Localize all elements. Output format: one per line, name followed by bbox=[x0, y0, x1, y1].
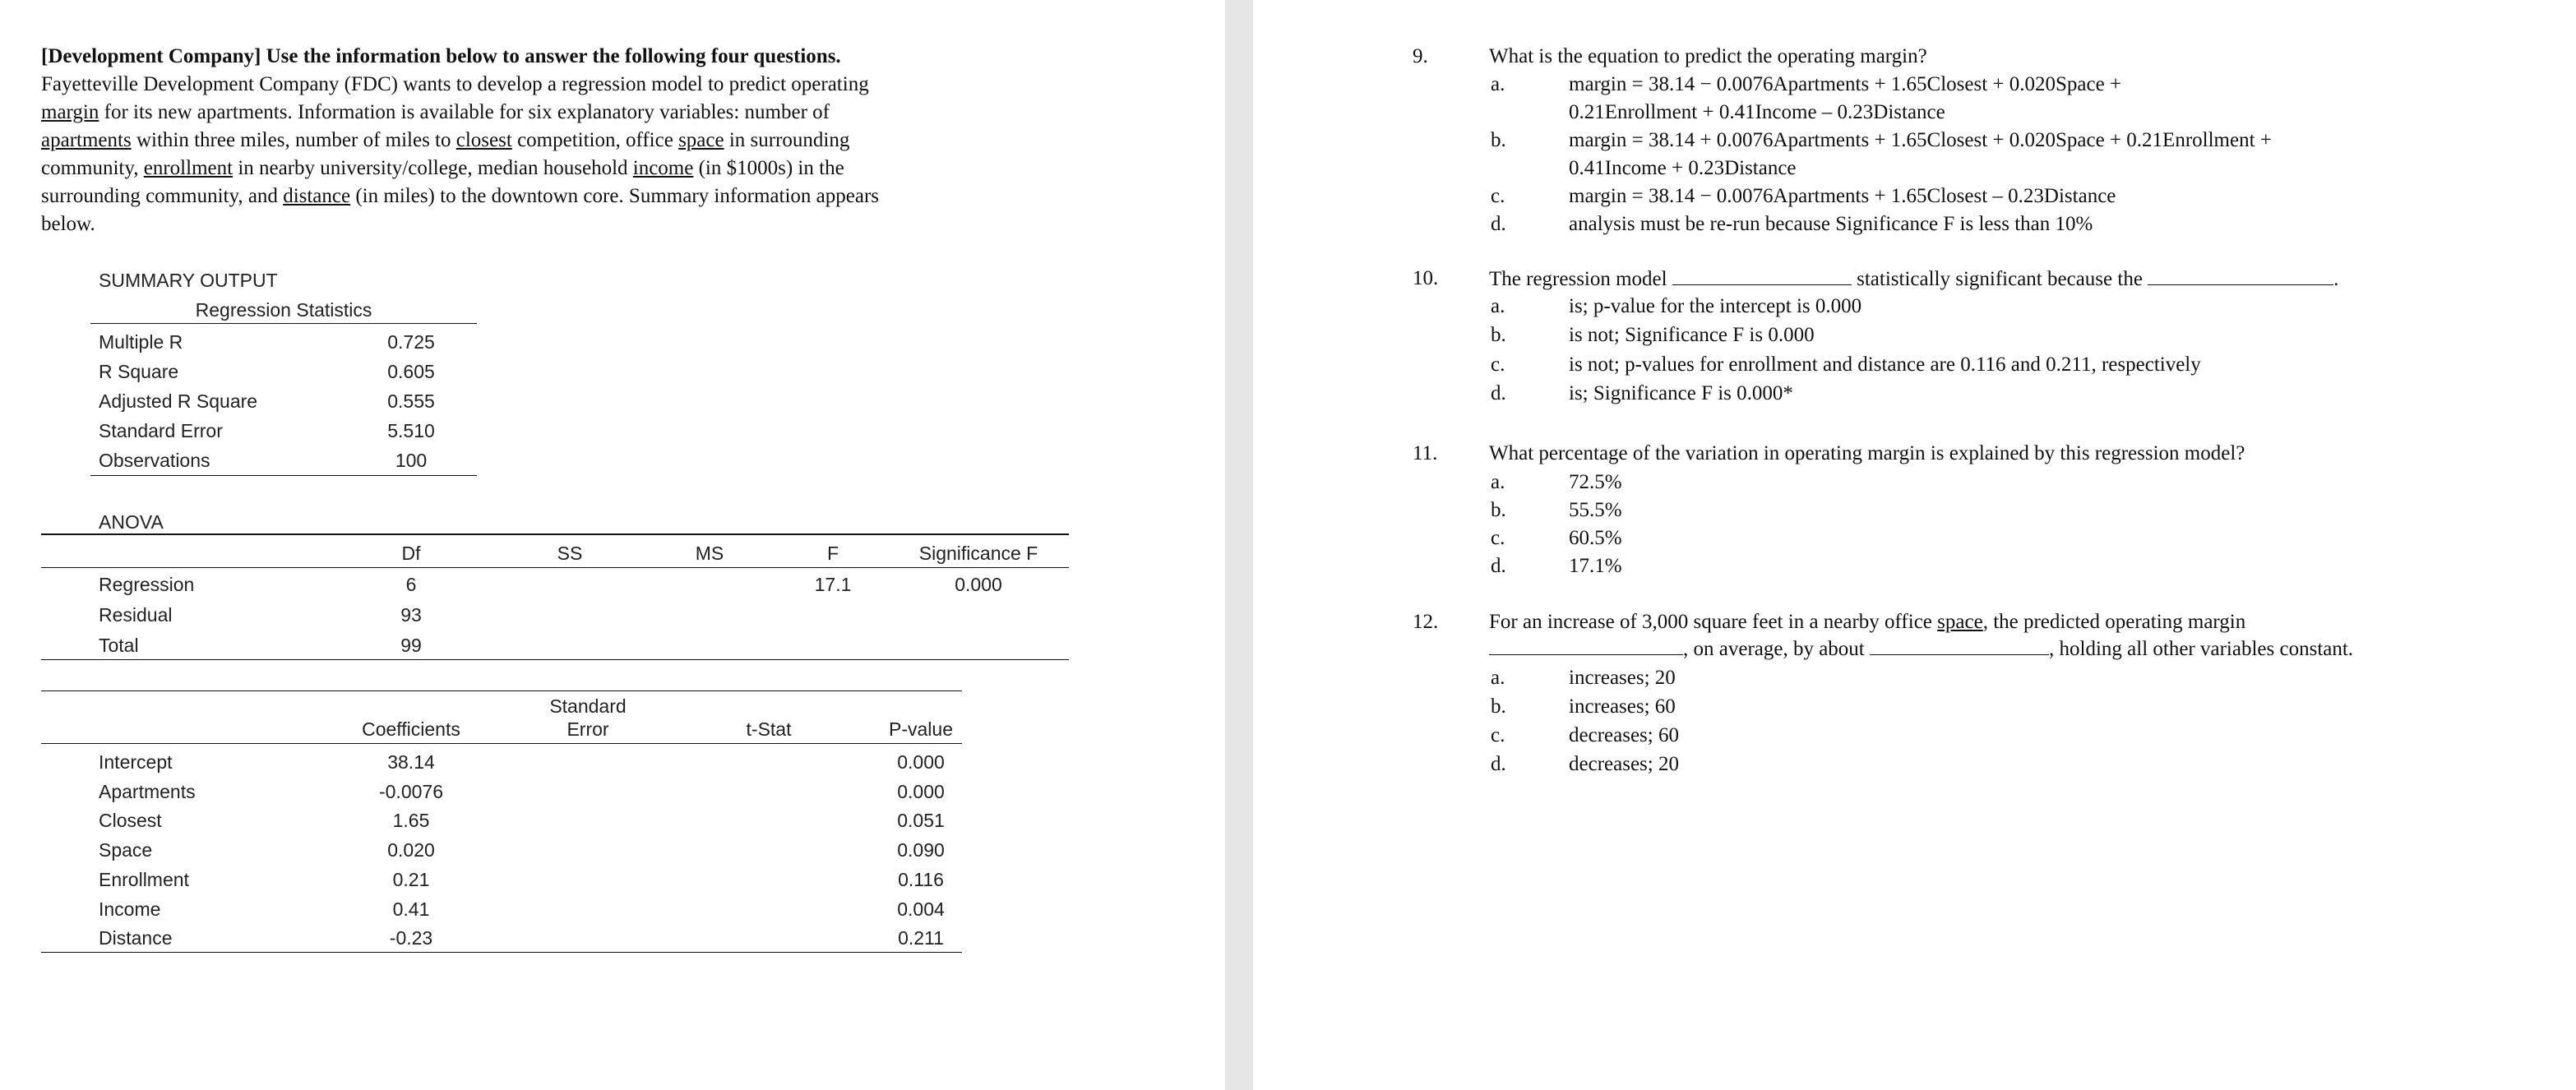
coef-pvalue: 0.090 bbox=[897, 839, 945, 861]
coef-value: 0.020 bbox=[387, 839, 435, 861]
regstats-label: R Square bbox=[99, 361, 179, 382]
option-letter: d. bbox=[1491, 555, 1506, 577]
option-letter: a. bbox=[1491, 295, 1505, 317]
option-text bbox=[1569, 552, 1622, 580]
option-line: 60.5% bbox=[1569, 527, 1622, 549]
intro-text: within three miles, number of miles to bbox=[131, 129, 456, 151]
anova-df: 6 bbox=[405, 574, 417, 595]
answer-blank bbox=[1672, 265, 1852, 285]
anova-sigf: 0.000 bbox=[955, 574, 1002, 595]
answer-blank bbox=[2148, 265, 2333, 285]
option-line: 0.41Income + 0.23Distance bbox=[1569, 157, 1797, 179]
coef-bottom-rule bbox=[41, 952, 962, 953]
coef-header-se-line1: Standard bbox=[549, 695, 627, 717]
option-letter: c. bbox=[1491, 185, 1505, 207]
coef-value: -0.0076 bbox=[378, 780, 443, 802]
intro-text: in surrounding bbox=[724, 129, 850, 151]
option-text bbox=[1569, 664, 1676, 692]
option-text bbox=[1569, 351, 2201, 379]
regstats-label: Observations bbox=[99, 450, 210, 471]
question-number: 12. bbox=[1413, 611, 1439, 633]
coef-row-label: Closest bbox=[99, 810, 162, 832]
stem-part: statistically significant because the bbox=[1857, 268, 2143, 290]
option-line: margin = 38.14 − 0.0076Apartments + 1.65Closest + 0.020Space + bbox=[1569, 73, 2122, 95]
anova-row-label: Regression bbox=[99, 574, 195, 595]
option-text bbox=[1569, 71, 2121, 127]
option-letter: c. bbox=[1491, 353, 1505, 376]
option-letter: b. bbox=[1491, 695, 1506, 718]
option-line: is not; Significance F is 0.000 bbox=[1569, 324, 1815, 346]
regstats-value: 5.510 bbox=[387, 420, 435, 441]
anova-f: 17.1 bbox=[814, 574, 852, 595]
anova-df: 93 bbox=[400, 604, 422, 626]
coef-value: 0.21 bbox=[392, 868, 430, 890]
keyword-distance: distance bbox=[283, 185, 351, 207]
answer-option bbox=[1413, 751, 2564, 778]
option-letter: d. bbox=[1491, 213, 1506, 235]
anova-header-ms: MS bbox=[695, 543, 724, 564]
option-line: 17.1% bbox=[1569, 555, 1622, 577]
answer-option bbox=[1413, 497, 2564, 524]
keyword-margin: margin bbox=[41, 101, 99, 123]
regstats-value: 0.725 bbox=[387, 331, 435, 353]
answer-option bbox=[1413, 293, 2564, 321]
answer-option bbox=[1413, 524, 2564, 552]
answer-option bbox=[1413, 552, 2564, 580]
regstats-title: Regression Statistics bbox=[195, 299, 372, 321]
coef-pvalue: 0.211 bbox=[898, 927, 944, 949]
answer-option bbox=[1413, 127, 2564, 182]
intro-text: (in $1000s) in the bbox=[693, 157, 844, 179]
option-text bbox=[1569, 380, 1793, 408]
option-letter: d. bbox=[1491, 382, 1506, 404]
option-line: margin = 38.14 + 0.0076Apartments + 1.65Closest + 0.020Space + 0.21Enrollment + bbox=[1569, 129, 2272, 151]
stem-part: The regression model bbox=[1489, 268, 1667, 290]
anova-header-ss: SS bbox=[557, 543, 583, 564]
intro-text: for its new apartments. Information is available for six explanatory variables: number of bbox=[99, 101, 830, 123]
regstats-value: 0.605 bbox=[387, 361, 435, 382]
intro-text: in nearby university/college, median household bbox=[233, 157, 633, 179]
left-page bbox=[0, 0, 1225, 1090]
option-line: is not; p-values for enrollment and distance are 0.116 and 0.211, respectively bbox=[1569, 353, 2201, 376]
regstats-label: Standard Error bbox=[99, 420, 223, 441]
option-letter: c. bbox=[1491, 527, 1505, 549]
keyword-space: space bbox=[1937, 611, 1983, 633]
option-line: increases; 60 bbox=[1569, 695, 1676, 718]
regstats-bottom-rule bbox=[90, 475, 477, 476]
anova-header-sigf: Significance F bbox=[918, 543, 1038, 564]
answer-option bbox=[1413, 722, 2564, 750]
option-text bbox=[1569, 524, 1622, 552]
option-text bbox=[1569, 182, 2116, 210]
answer-option bbox=[1413, 693, 2564, 721]
option-text bbox=[1569, 751, 1679, 778]
stem-part: . bbox=[2333, 268, 2339, 290]
coef-row-label: Enrollment bbox=[99, 868, 189, 890]
coef-row-label: Intercept bbox=[99, 751, 173, 773]
intro-text: community, bbox=[41, 157, 144, 179]
coef-top-rule bbox=[41, 690, 962, 691]
intro-text: surrounding community, and bbox=[41, 185, 284, 207]
keyword-enrollment: enrollment bbox=[143, 157, 234, 179]
anova-header-rule bbox=[41, 567, 1069, 568]
anova-df: 99 bbox=[400, 635, 422, 656]
coef-row-label: Distance bbox=[99, 927, 173, 949]
coef-header-pvalue: P-value bbox=[889, 718, 953, 740]
page-gutter bbox=[1225, 0, 1253, 1090]
right-page bbox=[1253, 0, 2576, 1090]
option-text bbox=[1569, 210, 2093, 238]
stem-part: , holding all other variables constant. bbox=[2049, 638, 2354, 660]
intro-paragraph bbox=[41, 43, 1061, 238]
question-12-line2 bbox=[1489, 635, 2353, 663]
option-letter: a. bbox=[1491, 471, 1505, 493]
anova-title: ANOVA bbox=[99, 511, 164, 533]
anova-header-df: Df bbox=[401, 543, 421, 564]
option-text bbox=[1569, 497, 1622, 524]
option-text bbox=[1569, 469, 1622, 497]
coef-pvalue: 0.004 bbox=[897, 898, 945, 920]
stem-part: , on average, by about bbox=[1683, 638, 1865, 660]
answer-option bbox=[1413, 351, 2564, 379]
coef-value: 0.41 bbox=[392, 898, 430, 920]
option-text bbox=[1569, 127, 2272, 182]
option-text bbox=[1569, 321, 1815, 349]
intro-text: competition, office bbox=[511, 129, 679, 151]
keyword-closest: closest bbox=[456, 129, 512, 151]
option-line: 0.21Enrollment + 0.41Income – 0.23Distance bbox=[1569, 101, 1945, 123]
option-letter: a. bbox=[1491, 73, 1505, 95]
option-text bbox=[1569, 722, 1679, 750]
coef-row-label: Space bbox=[99, 839, 153, 861]
answer-blank bbox=[1870, 635, 2049, 655]
option-line: is; Significance F is 0.000* bbox=[1569, 382, 1793, 404]
regstats-value: 100 bbox=[395, 450, 428, 471]
regstats-label: Adjusted R Square bbox=[99, 390, 258, 412]
answer-option bbox=[1413, 664, 2564, 692]
option-line: 55.5% bbox=[1569, 499, 1622, 521]
coef-pvalue: 0.000 bbox=[897, 751, 945, 773]
question-stem: What is the equation to predict the operating margin? bbox=[1489, 45, 1927, 67]
intro-heading: [Development Company] Use the information below to answer the following four questions. bbox=[41, 45, 841, 67]
question-stem bbox=[1489, 265, 2338, 293]
coef-pvalue: 0.051 bbox=[897, 810, 945, 832]
option-line: is; p-value for the intercept is 0.000 bbox=[1569, 295, 1862, 317]
answer-option bbox=[1413, 380, 2564, 408]
answer-option bbox=[1413, 71, 2564, 127]
option-text bbox=[1569, 693, 1676, 721]
option-letter: a. bbox=[1491, 667, 1505, 689]
option-line: margin = 38.14 − 0.0076Apartments + 1.65Closest – 0.23Distance bbox=[1569, 185, 2116, 207]
question-number: 11. bbox=[1413, 442, 1438, 464]
keyword-space: space bbox=[678, 129, 724, 151]
option-line: 72.5% bbox=[1569, 471, 1622, 493]
regstats-top-rule bbox=[90, 323, 477, 324]
question-stem: What percentage of the variation in operating margin is explained by this regression model? bbox=[1489, 442, 2245, 464]
answer-option bbox=[1413, 182, 2564, 210]
anova-top-rule bbox=[41, 533, 1069, 535]
anova-row-label: Residual bbox=[99, 604, 173, 626]
coef-value: -0.23 bbox=[389, 927, 433, 949]
stem-part: , the predicted operating margin bbox=[1982, 611, 2246, 633]
question-number: 10. bbox=[1413, 267, 1439, 289]
intro-text: below. bbox=[41, 213, 95, 235]
answer-blank bbox=[1489, 635, 1683, 655]
stem-part: For an increase of 3,000 square feet in a nearby office bbox=[1489, 611, 1938, 633]
regstats-label: Multiple R bbox=[99, 331, 183, 353]
summary-title: SUMMARY OUTPUT bbox=[99, 270, 278, 291]
option-letter: b. bbox=[1491, 129, 1506, 151]
keyword-income: income bbox=[632, 157, 694, 179]
option-line: increases; 20 bbox=[1569, 667, 1676, 689]
coef-row-label: Income bbox=[99, 898, 161, 920]
coef-pvalue: 0.000 bbox=[897, 780, 945, 802]
option-line: decreases; 20 bbox=[1569, 753, 1679, 775]
option-line: analysis must be re-run because Significance F is less than 10% bbox=[1569, 213, 2093, 235]
coef-pvalue: 0.116 bbox=[898, 868, 944, 890]
coef-header-se-line2: Error bbox=[567, 718, 609, 740]
answer-option bbox=[1413, 321, 2564, 349]
anova-bottom-rule bbox=[41, 659, 1069, 660]
answer-option bbox=[1413, 210, 2564, 238]
question-stem bbox=[1489, 608, 2245, 636]
option-letter: d. bbox=[1491, 753, 1506, 775]
regstats-value: 0.555 bbox=[387, 390, 435, 412]
coef-header-coefficients: Coefficients bbox=[362, 718, 460, 740]
option-text bbox=[1569, 293, 1861, 321]
coef-value: 1.65 bbox=[392, 810, 430, 832]
option-letter: b. bbox=[1491, 324, 1506, 346]
keyword-apartments: apartments bbox=[41, 129, 132, 151]
coef-row-label: Apartments bbox=[99, 780, 196, 802]
anova-row-label: Total bbox=[99, 635, 139, 656]
intro-text: (in miles) to the downtown core. Summary information appears bbox=[350, 185, 880, 207]
option-letter: c. bbox=[1491, 724, 1505, 746]
coef-value: 38.14 bbox=[387, 751, 435, 773]
question-number: 9. bbox=[1413, 45, 1428, 67]
anova-header-f: F bbox=[826, 543, 839, 564]
answer-option bbox=[1413, 469, 2564, 497]
intro-text: Fayetteville Development Company (FDC) wants to develop a regression model to predict operating bbox=[41, 73, 869, 95]
coef-header-tstat: t-Stat bbox=[746, 718, 792, 740]
coef-header-rule bbox=[41, 743, 962, 744]
option-letter: b. bbox=[1491, 499, 1506, 521]
option-line: decreases; 60 bbox=[1569, 724, 1679, 746]
